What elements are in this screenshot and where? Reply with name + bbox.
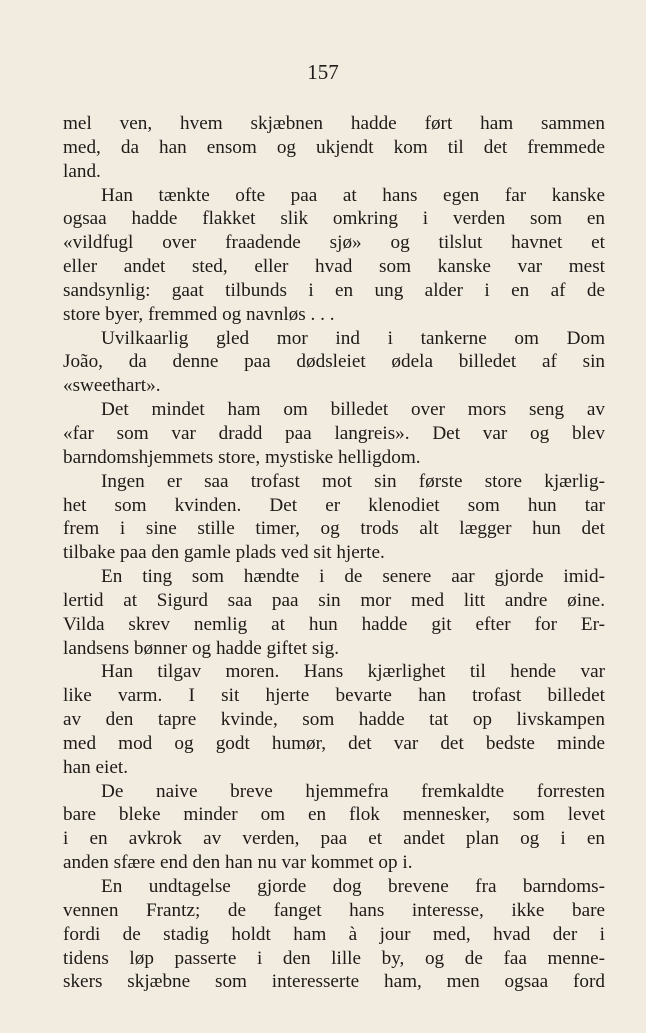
text-line: Han tilgav moren. Hans kjærlighet til hende var [101, 661, 605, 683]
text-line: sandsynlig: gaat tilbunds i en ung alder i en af de [63, 279, 605, 301]
text-line: tilbake paa den gamle plads ved sit hjerte. [63, 542, 385, 564]
text-line: av den tapre kvinde, som hadde tat op livskampen [63, 709, 605, 731]
text-line: han eiet. [63, 756, 128, 778]
text-line: «vildfugl over fraadende sjø» og tilslut havnet et [63, 232, 605, 254]
text-line: De naive breve hjemmefra fremkaldte forresten [101, 780, 605, 802]
text-line: landsens bønner og hadde giftet sig. [63, 637, 340, 659]
text-line: bare bleke minder om en flok mennesker, som levet [63, 804, 605, 826]
text-line: lertid at Sigurd saa paa sin mor med litt andre øine. [63, 589, 605, 611]
text-line: i en avkrok av verden, paa et andet plan og i en [63, 828, 605, 850]
text-line: Ingen er saa trofast mot sin første store kjærlig- [101, 470, 605, 492]
text-line: land. [63, 160, 101, 182]
text-line: Det mindet ham om billedet over mors seng av [101, 399, 605, 421]
text-line: «sweethart». [63, 375, 161, 397]
text-line: fordi de stadig holdt ham à jour med, hvad der i [63, 923, 605, 945]
text-line: eller andet sted, eller hvad som kanske var mest [63, 256, 605, 278]
body-text [63, 112, 605, 994]
text-line: het som kvinden. Det er klenodiet som hun tar [63, 494, 605, 516]
text-line: like varm. I sit hjerte bevarte han trofast billedet [63, 685, 605, 707]
text-line: Han tænkte ofte paa at hans egen far kanske [101, 184, 605, 206]
text-line: «far som var dradd paa langreis». Det var og blev [63, 422, 605, 444]
text-line: med mod og godt humør, det var det bedste minde [63, 732, 605, 754]
text-line: ogsaa hadde flakket slik omkring i verden som en [63, 208, 605, 230]
text-line: João, da denne paa dødsleiet ødela billedet af sin [63, 351, 605, 373]
text-line: Vilda skrev nemlig at hun hadde git efter for Er- [63, 613, 605, 635]
text-line: mel ven, hvem skjæbnen hadde ført ham sammen [63, 113, 605, 134]
text-line: En ting som hændte i de senere aar gjorde imid- [101, 566, 605, 588]
text-line: tidens løp passerte i den lille by, og de faa menne- [63, 947, 605, 969]
page-number: 157 [307, 60, 339, 84]
text-line: med, da han ensom og ukjendt kom til det fremmede [63, 136, 605, 158]
text-line: anden sfære end den han nu var kommet op i. [63, 852, 413, 874]
text-line: vennen Frantz; de fanget hans interesse, ikke bare [63, 899, 605, 921]
text-line: frem i sine stille timer, og trods alt lægger hun det [63, 518, 605, 540]
text-line: skers skjæbne som interesserte ham, men ogsaa ford [63, 971, 605, 993]
text-line: store byer, fremmed og navnløs . . . [63, 303, 335, 325]
text-line: Uvilkaarlig gled mor ind i tankerne om Dom [101, 327, 605, 349]
text-line: barndomshjemmets store, mystiske helligdom. [63, 446, 421, 468]
text-line: En undtagelse gjorde dog brevene fra barndoms- [101, 876, 605, 897]
